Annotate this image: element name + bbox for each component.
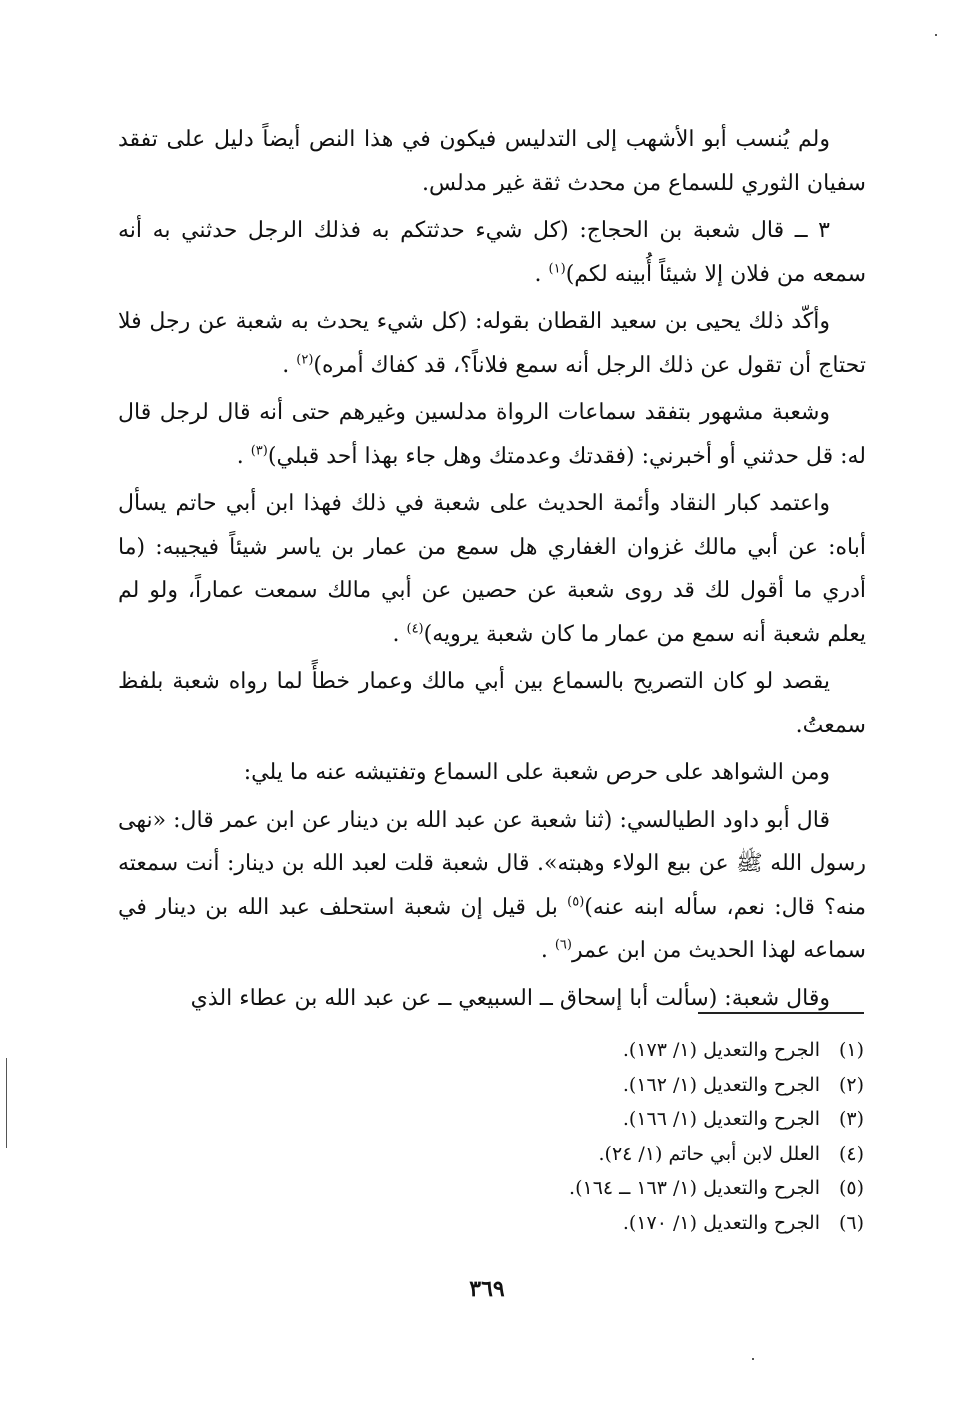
paragraph xyxy=(118,118,866,205)
paragraph-text: وقال شعبة: (سألت أبا إسحاق ــ السبيعي ــ عن عبد الله بن عطاء الذي xyxy=(190,985,830,1011)
footnote-ref: (٦) xyxy=(554,937,572,953)
footnote-ref: (٣) xyxy=(250,443,268,459)
scan-speck xyxy=(752,1358,754,1360)
paragraph-text: ٣ ــ قال شعبة بن الحجاج: (كل شيء حدثتكم به فذلك الرجل حدثني به أنه سمعه من فلان إلا شيئاً أُبينه لكم) xyxy=(118,218,866,287)
footnote-number: (٢) xyxy=(838,1073,864,1096)
page-number: ٣٦٩ xyxy=(469,1276,505,1302)
paragraph-text-continued: بل قيل إن شعبة استحلف عبد الله بن دينار في سماعه لهذا الحديث من ابن عمر xyxy=(118,894,866,963)
paragraph-text: يقصد لو كان التصريح بالسماع بين أبي مالك وعمار خطأً لما رواه شعبة بلفظ سمعتُ. xyxy=(118,669,866,738)
paragraph-text: ولم يُنسب أبو الأشهب إلى التدليس فيكون في هذا النص أيضاً دليل على تفقد سفيان الثوري للسماع من محدث ثقة غير مدلس. xyxy=(118,127,866,196)
paragraph-end: . xyxy=(392,621,400,647)
paragraph xyxy=(118,209,866,296)
footnote xyxy=(450,1102,864,1137)
footnote xyxy=(450,1171,864,1206)
footnote xyxy=(450,1137,864,1172)
paragraph-end: . xyxy=(282,352,290,378)
footnote-number: (٤) xyxy=(838,1142,864,1165)
footnote-number: (١) xyxy=(838,1039,864,1061)
paragraph xyxy=(118,300,866,387)
footnote-text: العلل لابن أبي حاتم (١/ ٢٤). xyxy=(598,1142,820,1165)
paragraph-text: وشعبة مشهور بتفقد سماعات الرواة مدلسين وغيرهم حتى أنه قال لرجل قال له: قل حدثني أو أخبرني: (فقدتك وعدمتك وهل جاء بهذا أحد قبلي) xyxy=(118,400,866,469)
footnote-text: الجرح والتعديل (١/ ١٧٠). xyxy=(622,1211,820,1234)
footnote xyxy=(450,1068,864,1103)
scan-speck xyxy=(935,34,937,36)
paragraph xyxy=(118,799,866,973)
footnote-text: الجرح والتعديل (١/ ١٧٣). xyxy=(622,1039,820,1061)
paragraph xyxy=(118,660,866,747)
footnote xyxy=(450,1033,864,1068)
footnote-ref: (١) xyxy=(548,261,566,277)
paragraph-end: . xyxy=(540,938,548,963)
paragraph-end: . xyxy=(236,443,244,469)
paragraph xyxy=(118,482,866,656)
footnote-number: (٥) xyxy=(838,1177,864,1199)
paragraph-text: ومن الشواهد على حرص شعبة على السماع وتفتيشه عنه ما يلي: xyxy=(243,760,830,785)
footnote-ref: (٥) xyxy=(567,894,585,910)
footnote-separator xyxy=(698,1012,864,1014)
scan-edge-mark xyxy=(6,1058,7,1148)
footnotes xyxy=(450,1033,864,1240)
footnote-number: (٦) xyxy=(838,1211,864,1234)
paragraph-text: وأكّد ذلك يحيى بن سعيد القطان بقوله: (كل شيء يحدث به شعبة عن رجل فلا تحتاج أن تقول عن ذلك الرجل أنه سمع فلاناً؟، قد كفاك أمره) xyxy=(118,309,866,378)
paragraph xyxy=(118,751,866,795)
footnote-ref: (٤) xyxy=(406,621,424,637)
footnote-number: (٣) xyxy=(838,1108,864,1130)
paragraph-text: قال أبو داود الطيالسي: (ثنا شعبة عن عبد الله بن دينار عن ابن عمر قال: «نهى رسول الله ﷺ عن بيع الولاء وهبته». قال شعبة قلت لعبد الله بن دينار: أنت سمعته منه؟ قال: نعم، سأله ابنه عنه) xyxy=(118,807,867,920)
footnote xyxy=(450,1206,864,1241)
main-text xyxy=(118,118,866,1024)
footnote-text: الجرح والتعديل (١/ ١٦٢). xyxy=(622,1073,820,1096)
paragraph-end: . xyxy=(534,261,542,287)
footnote-text: الجرح والتعديل (١/ ١٦٣ ــ ١٦٤). xyxy=(569,1177,820,1199)
footnote-ref: (٢) xyxy=(296,352,314,368)
paragraph xyxy=(118,391,866,478)
paragraph-text: واعتمد كبار النقاد وأئمة الحديث على شعبة في ذلك فهذا ابن أبي حاتم يسأل أباه: عن أبي مالك غزوان الغفاري هل سمع من عمار بن ياسر شيئاً فيجيبه: (ما أدري ما أقول لك قد روى شعبة عن حصين عن أبي مالك سمعت عماراً، ولو لم يعلم شعبة أنه سمع من عمار ما كان شعبة يرويه) xyxy=(118,491,866,647)
footnote-text: الجرح والتعديل (١/ ١٦٦). xyxy=(622,1108,820,1130)
